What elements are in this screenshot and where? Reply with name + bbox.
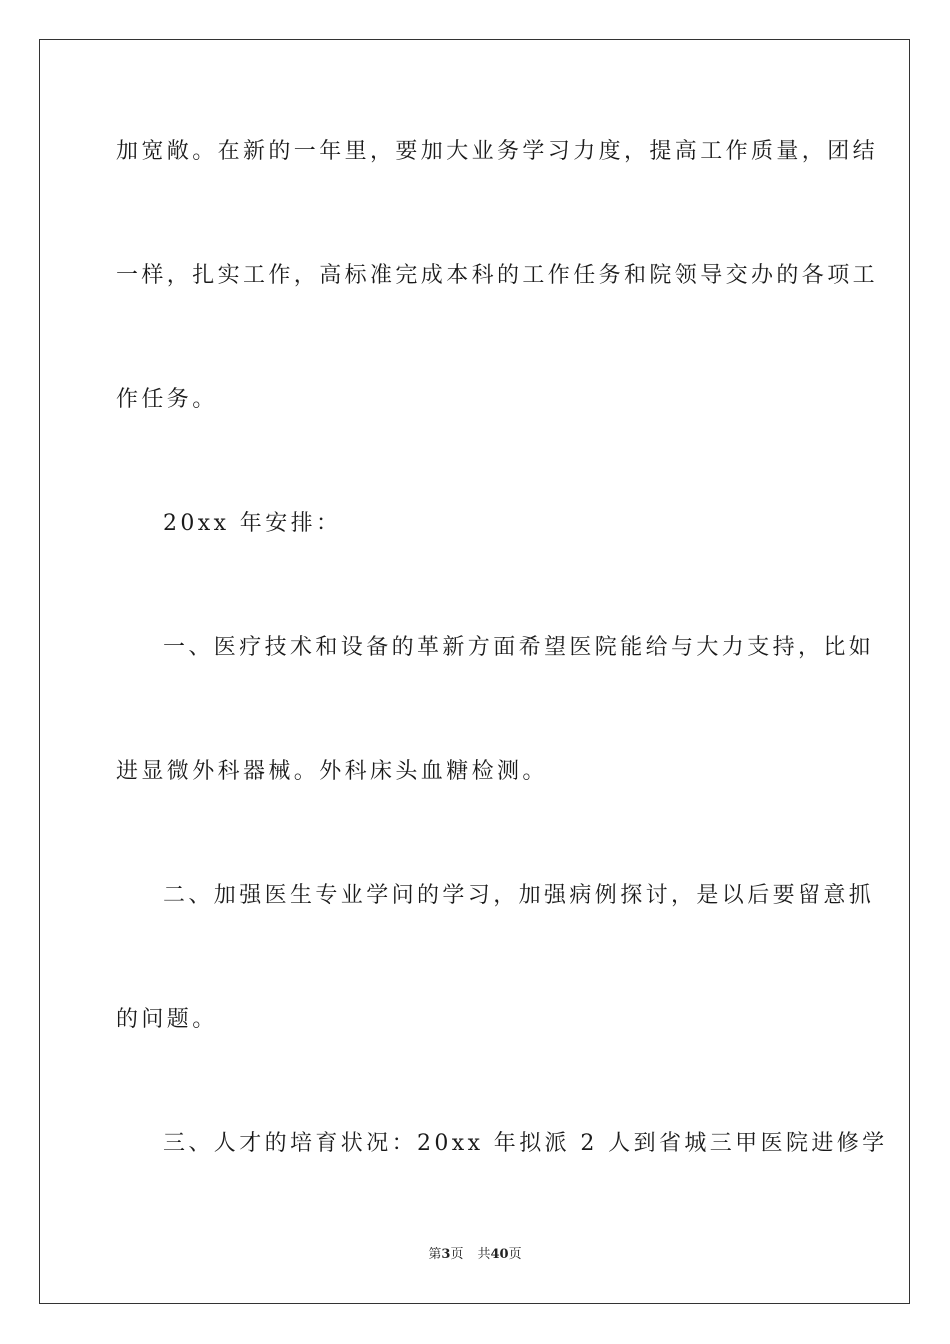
footer-page-suffix: 页 [450,1247,464,1262]
body-line-item-2-start: 二、加强医生专业学问的学习，加强病例探讨，是以后要留意抓 [163,883,875,908]
body-line-item-1-end: 进显微外科器械。外科床头血糖检测。 [116,759,548,784]
body-line-1: 加宽敞。在新的一年里，要加大业务学习力度，提高工作质量，团结 [116,139,879,164]
section-heading-plan: 20xx 年安排： [163,511,342,536]
body-line-item-1-start: 一、医疗技术和设备的革新方面希望医院能给与大力支持，比如 [163,635,875,660]
footer-total-suffix: 页 [508,1247,522,1262]
body-line-item-2-end: 的问题。 [116,1007,218,1032]
body-line-item-3-start: 三、人才的培育状况：20xx 年拟派 2 人到省城三甲医院进修学 [163,1131,888,1156]
body-line-3: 作任务。 [116,387,218,412]
page-border [39,39,910,1304]
page-footer [0,1246,950,1264]
footer-page-number: 3 [441,1247,451,1262]
footer-page-prefix: 第 [428,1247,442,1262]
body-line-2: 一样，扎实工作，高标准完成本科的工作任务和院领导交办的各项工 [116,263,879,288]
footer-total-pages: 40 [490,1247,509,1262]
footer-total-prefix: 共 [477,1247,491,1262]
